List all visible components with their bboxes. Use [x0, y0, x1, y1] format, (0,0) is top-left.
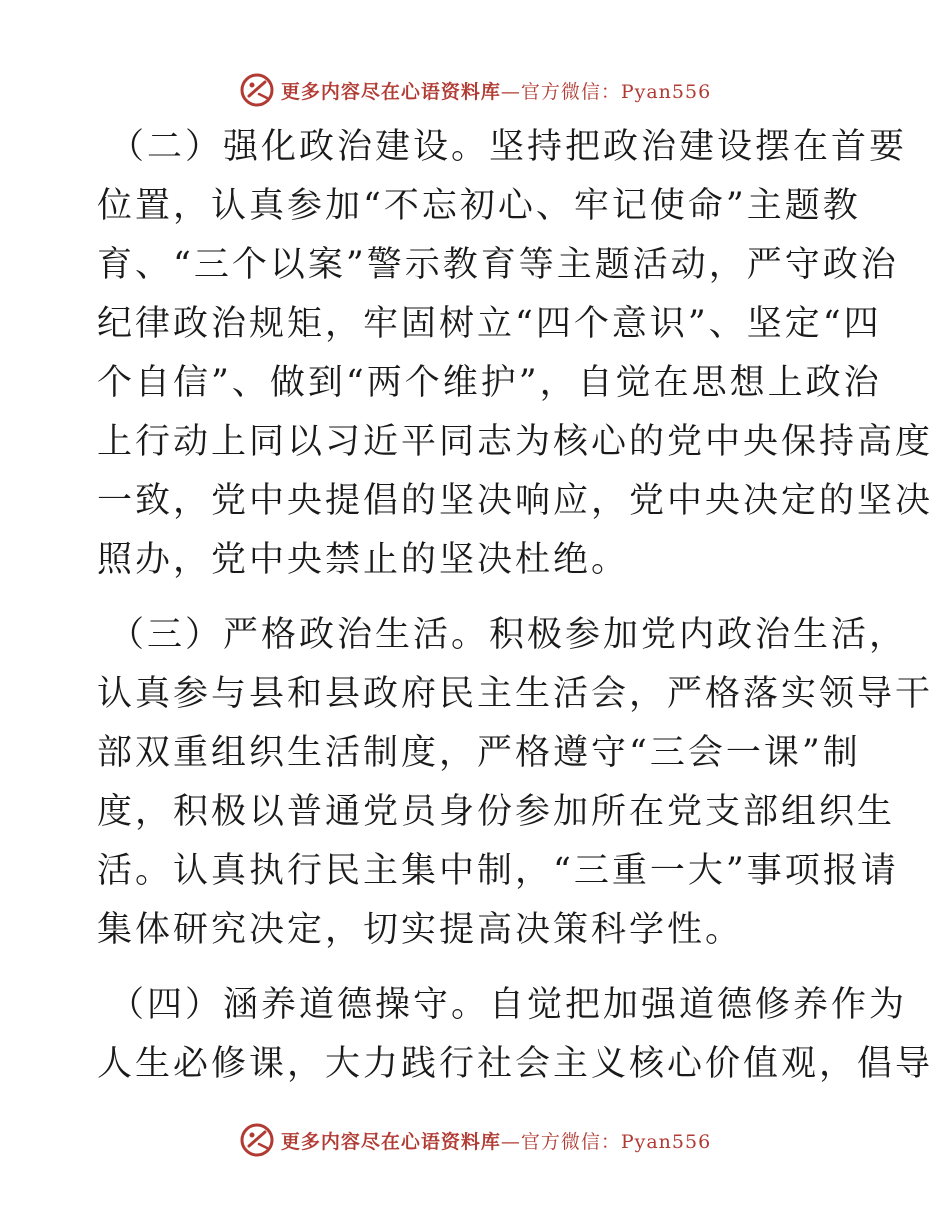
text-line: 个自信”、做到“两个维护”，自觉在思想上政治	[97, 363, 882, 403]
text-line: （二）强化政治建设。坚持把政治建设摆在首要	[109, 127, 908, 167]
text-line: 纪律政治规矩，牢固树立“四个意识”、坚定“四	[97, 304, 882, 344]
header-watermark-text	[281, 77, 711, 104]
text-line: 人生必修课，大力践行社会主义核心价值观，倡导	[97, 1044, 934, 1084]
text-line: 集体研究决定，切实提高决策科学性。	[97, 910, 744, 950]
footer-watermark-text	[281, 1127, 711, 1154]
text-line: 位置，认真参加“不忘初心、牢记使命”主题教	[97, 186, 861, 226]
text-line: 照办，党中央禁止的坚决杜绝。	[97, 540, 630, 580]
header-watermark-contact: —官方微信：Pyan556	[500, 80, 712, 103]
text-line: 一致，党中央提倡的坚决响应，党中央决定的坚决	[97, 481, 934, 521]
footer-watermark	[0, 1120, 950, 1160]
paragraph-4	[97, 976, 934, 1094]
paragraph-3	[97, 606, 934, 960]
footer-watermark-main: 更多内容尽在心语资料库	[280, 1130, 501, 1153]
document-body	[97, 118, 934, 1110]
text-line: 育、“三个以案”警示教育等主题活动，严守政治	[97, 245, 899, 285]
text-line: 上行动上同以习近平同志为核心的党中央保持高度	[97, 422, 934, 462]
text-line: 认真参与县和县政府民主生活会，严格落实领导干	[97, 674, 934, 714]
paragraph-2	[97, 118, 934, 590]
text-line: （四）涵养道德操守。自觉把加强道德修养作为	[109, 985, 908, 1025]
text-line: 度，积极以普通党员身份参加所在党支部组织生	[97, 792, 896, 832]
header-watermark-main: 更多内容尽在心语资料库	[280, 80, 501, 103]
text-line: 活。认真执行民主集中制，“三重一大”事项报请	[97, 851, 899, 891]
header-watermark	[0, 70, 950, 110]
brand-logo-icon	[239, 72, 275, 108]
brand-logo-icon	[239, 1122, 275, 1158]
text-line: 部双重组织生活制度，严格遵守“三会一课”制	[97, 733, 861, 773]
text-line: （三）严格政治生活。积极参加党内政治生活，	[109, 615, 908, 655]
footer-watermark-contact: —官方微信：Pyan556	[500, 1130, 712, 1153]
